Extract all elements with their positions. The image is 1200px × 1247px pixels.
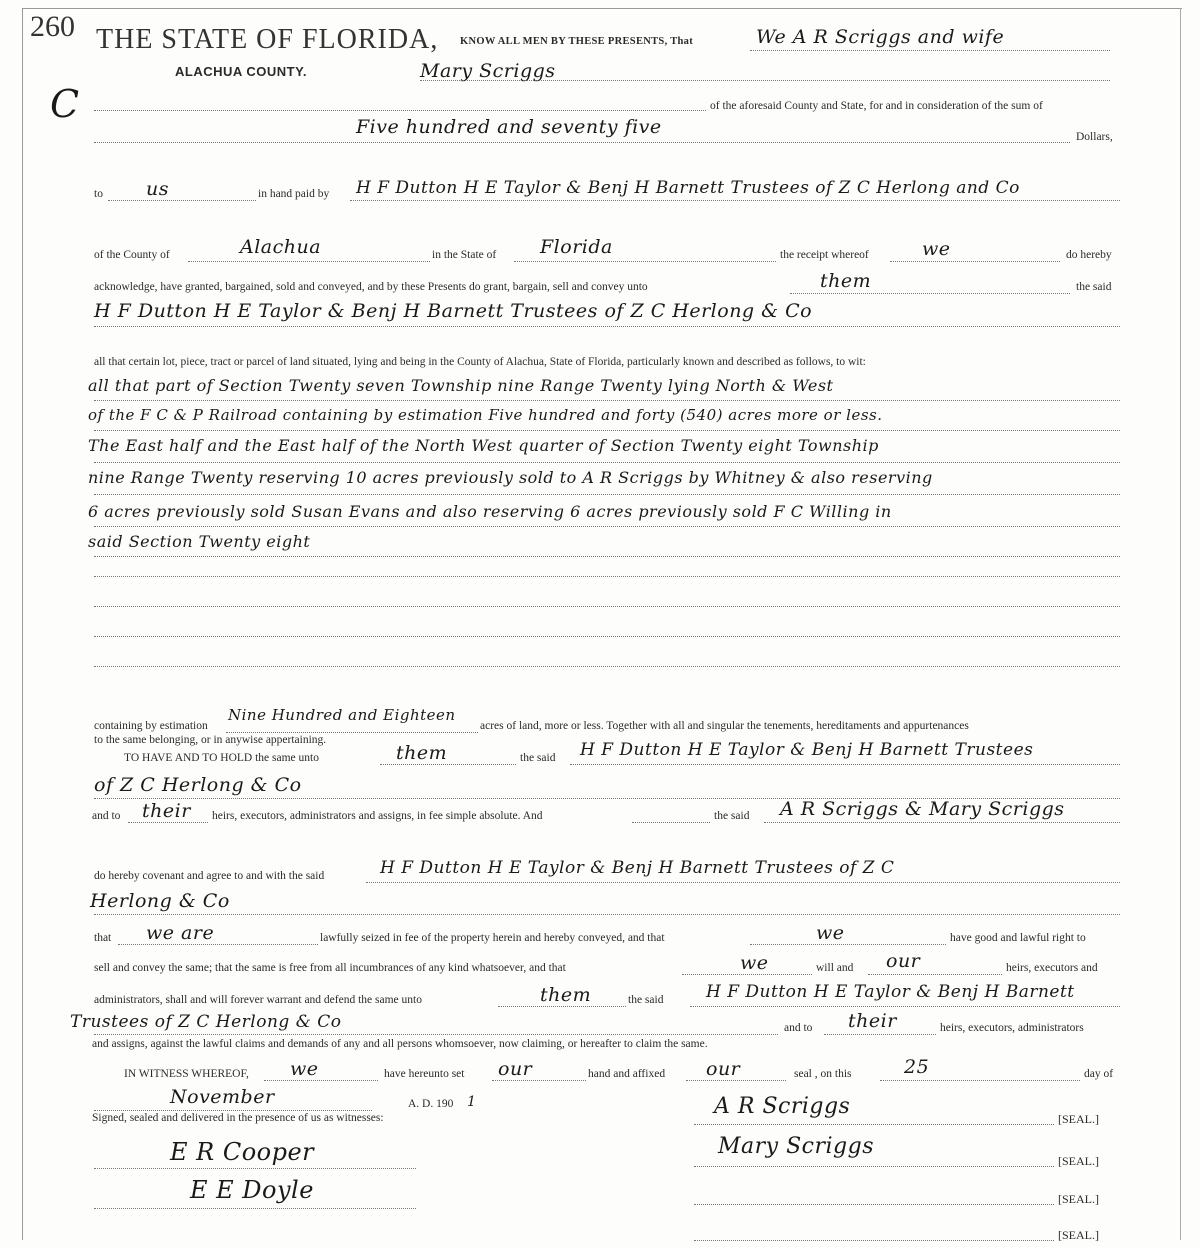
witness-who-line bbox=[264, 1080, 378, 1081]
hereunto-set-line bbox=[492, 1080, 586, 1081]
grantors-line bbox=[750, 50, 1110, 51]
will-and-text: will and bbox=[816, 962, 854, 974]
sum-line bbox=[94, 142, 1070, 143]
county-heading: ALACHUA COUNTY. bbox=[175, 64, 307, 79]
administrators-text: administrators, shall and will forever warrant and defend the same unto bbox=[94, 994, 422, 1006]
month-value: November bbox=[170, 1086, 275, 1108]
and-the-said-value: A R Scriggs & Mary Scriggs bbox=[780, 798, 1065, 820]
grantees-value: H F Dutton H E Taylor & Benj H Barnett Trustees of Z C Herlong & Co bbox=[94, 300, 813, 322]
right-border bbox=[1180, 8, 1181, 1240]
ad-text: A. D. 190 bbox=[408, 1098, 454, 1110]
desc-rule bbox=[94, 430, 1120, 431]
know-all-men: KNOW ALL MEN BY THESE PRESENTS, That bbox=[460, 36, 694, 47]
aforesaid-text: of the aforesaid County and State, for and in consideration of the sum of bbox=[710, 100, 1043, 112]
sum-amount: Five hundred and seventy five bbox=[356, 116, 662, 138]
signature-line-4 bbox=[694, 1240, 1054, 1241]
desc-rule bbox=[94, 636, 1120, 637]
hold-said-line bbox=[570, 764, 1120, 765]
signature-2: Mary Scriggs bbox=[718, 1134, 874, 1159]
covenant-with-value: H F Dutton H E Taylor & Benj H Barnett Trustees of Z C bbox=[380, 858, 895, 878]
the-said-text: the said bbox=[1076, 281, 1112, 293]
day-of-text: day of bbox=[1084, 1068, 1114, 1080]
desc-rule bbox=[94, 576, 1120, 577]
good-right-text: have good and lawful right to bbox=[950, 932, 1086, 944]
state-heading: THE STATE OF FLORIDA, bbox=[96, 24, 439, 55]
sell-convey-text: sell and convey the same; that the same is free from all incumbrances of any kind whatsoever, and that bbox=[94, 962, 566, 974]
have-hereunto-text: have hereunto set bbox=[384, 1068, 465, 1080]
desc-rule bbox=[94, 400, 1120, 401]
dollars-text: Dollars, bbox=[1076, 131, 1113, 143]
witness-line-1 bbox=[94, 1168, 416, 1169]
to-line bbox=[108, 200, 256, 201]
description-line-2: of the F C & P Railroad containing by estimation Five hundred and forty (540) acres more or less. bbox=[88, 406, 883, 424]
affixed-value: our bbox=[706, 1058, 741, 1080]
top-border bbox=[22, 8, 1182, 9]
grantors-line-2: Mary Scriggs bbox=[420, 60, 556, 82]
all-that-text: all that certain lot, piece, tract or parcel of land situated, lying and being in the County of Alachua, State of Florida, particularly known and described as follows, to wit: bbox=[94, 356, 866, 368]
signature-line-2 bbox=[694, 1166, 1054, 1167]
seal-4: [SEAL.] bbox=[1058, 1228, 1099, 1242]
description-line-4: nine Range Twenty reserving 10 acres previously sold to A R Scriggs by Whitney & also reserving bbox=[88, 468, 933, 487]
in-witness-text: IN WITNESS WHEREOF, bbox=[124, 1068, 249, 1080]
heirs-exec3-text: heirs, executors, administrators bbox=[940, 1022, 1084, 1034]
that-who-value: we are bbox=[146, 922, 215, 944]
signature-line-3 bbox=[694, 1204, 1054, 1205]
to-text: to bbox=[94, 188, 103, 200]
paid-by-value: H F Dutton H E Taylor & Benj H Barnett Trustees of Z C Herlong and Co bbox=[356, 178, 1020, 198]
signed-sealed-text: Signed, sealed and delivered in the presence of us as witnesses: bbox=[92, 1112, 384, 1124]
blank-line bbox=[94, 110, 706, 111]
hands-affixed-text: hand and affixed bbox=[588, 1068, 666, 1080]
that-have-value: we bbox=[816, 922, 845, 944]
witness-who-value: we bbox=[290, 1058, 319, 1080]
sell-who-value: we bbox=[740, 952, 769, 974]
defend-said-value: H F Dutton H E Taylor & Benj H Barnett bbox=[706, 982, 1075, 1002]
acres-of-land-text: acres of land, more or less. Together with all and singular the tenements, hereditaments and appurtenances bbox=[480, 720, 969, 732]
receipt-text: the receipt whereof bbox=[780, 249, 869, 261]
county-line bbox=[188, 261, 430, 262]
trustees-line-value: Trustees of Z C Herlong & Co bbox=[70, 1012, 342, 1032]
and-to-line bbox=[128, 822, 208, 823]
affixed-line bbox=[686, 1080, 786, 1081]
covenant-text: do hereby covenant and agree to and with the said bbox=[94, 870, 325, 882]
of-county-text: of the County of bbox=[94, 249, 170, 261]
acres-line bbox=[226, 732, 478, 733]
to-value: us bbox=[146, 178, 169, 200]
description-line-3: The East half and the East half of the North West quarter of Section Twenty eight Township bbox=[88, 436, 879, 455]
in-state-text: in the State of bbox=[432, 249, 497, 261]
and-to-2-line bbox=[824, 1034, 936, 1035]
and-to-2-value: their bbox=[848, 1010, 897, 1032]
and-the-said-line bbox=[764, 822, 1120, 823]
blank-line bbox=[632, 822, 710, 823]
covenant-cont-value: Herlong & Co bbox=[90, 890, 230, 912]
that-who-line bbox=[118, 944, 318, 945]
heirs-exec2-text: heirs, executors and bbox=[1006, 962, 1098, 974]
state-line bbox=[514, 261, 776, 262]
the-said-text-2: the said bbox=[520, 752, 556, 764]
hold-unto-line bbox=[380, 764, 516, 765]
do-hereby-text: do hereby bbox=[1066, 249, 1112, 261]
desc-rule bbox=[94, 666, 1120, 667]
that-text: that bbox=[94, 932, 112, 944]
grantors-line-b bbox=[420, 80, 1110, 81]
state-value: Florida bbox=[540, 236, 613, 258]
covenant-line bbox=[366, 882, 1120, 883]
and-to-2-text: and to bbox=[784, 1022, 813, 1034]
in-hand-text: in hand paid by bbox=[258, 188, 330, 200]
heirs-exec-text: heirs, executors, administrators and assigns, in fee simple absolute. And bbox=[212, 810, 543, 822]
defend-said-line bbox=[690, 1006, 1120, 1007]
containing-text: containing by estimation bbox=[94, 720, 208, 732]
seal-on-text: seal , on this bbox=[794, 1068, 852, 1080]
description-line-1: all that part of Section Twenty seven Township nine Range Twenty lying North & West bbox=[88, 376, 834, 395]
hold-unto-value: them bbox=[396, 742, 448, 764]
seal-1: [SEAL.] bbox=[1058, 1112, 1099, 1126]
grantees-line bbox=[94, 326, 1120, 327]
hold-said-value: H F Dutton H E Taylor & Benj H Barnett Trustees bbox=[580, 740, 1034, 760]
lawfully-text: lawfully seized in fee of the property herein and hereby conveyed, and that bbox=[320, 932, 665, 944]
day-value: 25 bbox=[904, 1056, 930, 1078]
page-number: 260 bbox=[30, 10, 75, 43]
will-and-value: our bbox=[886, 950, 921, 972]
margin-mark: C bbox=[50, 82, 80, 126]
desc-rule bbox=[94, 494, 1120, 495]
seal-2: [SEAL.] bbox=[1058, 1154, 1099, 1168]
to-same-text: to the same belonging, or in anywise appertaining. bbox=[94, 734, 327, 746]
signature-1: A R Scriggs bbox=[714, 1094, 851, 1119]
to-have-text: TO HAVE AND TO HOLD the same unto bbox=[124, 752, 319, 764]
defend-unto-value: them bbox=[540, 984, 592, 1006]
description-line-5: 6 acres previously sold Susan Evans and also reserving 6 acres previously sold F C Willing in bbox=[88, 502, 892, 521]
witness-line-2 bbox=[94, 1208, 416, 1209]
witness-signature-1: E R Cooper bbox=[170, 1138, 315, 1166]
day-line bbox=[880, 1080, 1080, 1081]
defend-unto-line bbox=[498, 1006, 626, 1007]
desc-rule bbox=[94, 526, 1120, 527]
seal-3: [SEAL.] bbox=[1058, 1192, 1099, 1206]
witness-signature-2: E E Doyle bbox=[190, 1176, 314, 1204]
that-have-line bbox=[750, 944, 946, 945]
covenant-cont-line bbox=[94, 914, 1120, 915]
and-to-value: their bbox=[142, 800, 191, 822]
desc-rule bbox=[94, 556, 1120, 557]
month-line bbox=[94, 1110, 372, 1111]
unto-line bbox=[790, 293, 1070, 294]
will-and-line bbox=[868, 974, 1002, 975]
assigns-against-text: and assigns, against the lawful claims and demands of any and all persons whomsoever, now claiming, or hereafter to claim the same. bbox=[92, 1038, 708, 1050]
acres-value: Nine Hundred and Eighteen bbox=[228, 706, 456, 724]
desc-rule bbox=[94, 462, 1120, 463]
county-value: Alachua bbox=[240, 236, 322, 258]
description-line-6: said Section Twenty eight bbox=[88, 532, 311, 551]
desc-rule bbox=[94, 606, 1120, 607]
acknowledge-text: acknowledge, have granted, bargained, sold and conveyed, and by these Presents do grant, bargain, sell and convey unto bbox=[94, 281, 648, 293]
left-border bbox=[22, 8, 23, 1240]
hold-cont-value: of Z C Herlong & Co bbox=[94, 774, 302, 796]
grantors-line-1: We A R Scriggs and wife bbox=[756, 26, 1005, 48]
paid-by-line bbox=[350, 200, 1120, 201]
the-said-text-4: the said bbox=[628, 994, 664, 1006]
unto-value: them bbox=[820, 270, 872, 292]
year-suffix: 1 bbox=[467, 1094, 477, 1110]
trustees-line bbox=[94, 1034, 778, 1035]
receipt-line bbox=[890, 261, 1060, 262]
signature-line-1 bbox=[694, 1124, 1054, 1125]
receipt-value: we bbox=[922, 238, 951, 260]
hereunto-set-value: our bbox=[498, 1058, 533, 1080]
sell-who-line bbox=[682, 974, 812, 975]
and-to-text: and to bbox=[92, 810, 121, 822]
the-said-text-3: the said bbox=[714, 810, 750, 822]
